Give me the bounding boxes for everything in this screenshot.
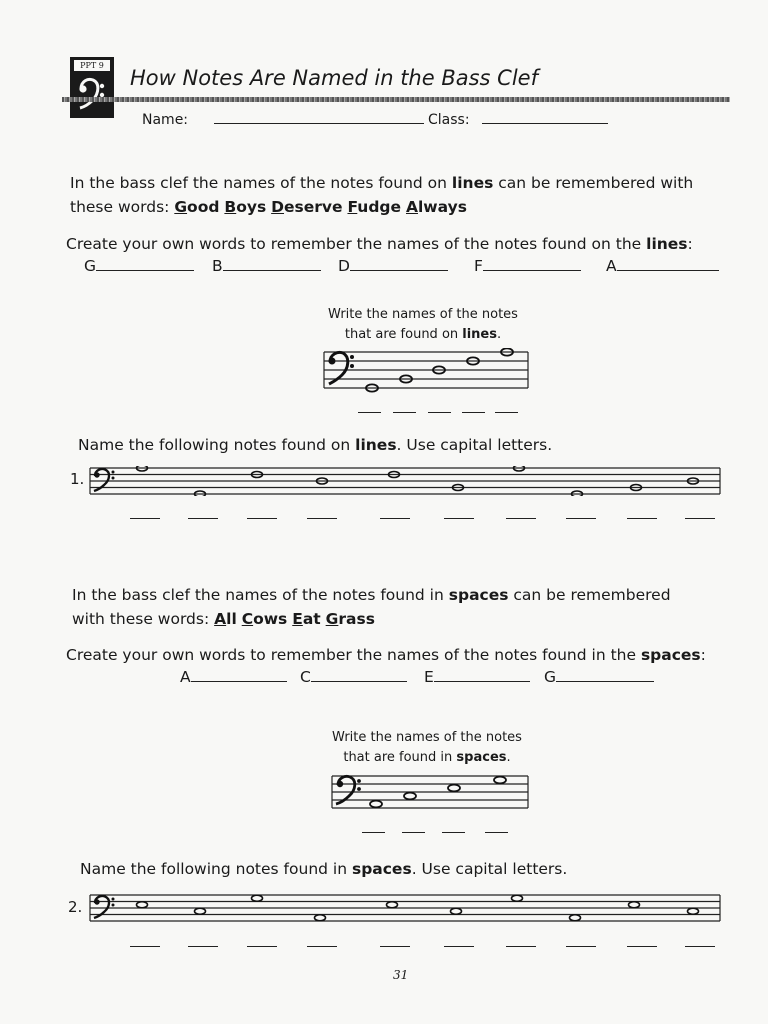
answer-blank[interactable] [362, 832, 385, 833]
mnemonic-word: Eat [292, 610, 321, 628]
answer-blank[interactable] [566, 518, 596, 519]
answer-blank[interactable] [358, 412, 381, 413]
answer-blank[interactable] [188, 518, 218, 519]
spaces-intro: In the bass clef the names of the notes found in spaces can be remembered with these words: All Cows Eat Grass [72, 586, 671, 628]
answer-blank[interactable] [506, 518, 536, 519]
answer-blank[interactable] [428, 412, 451, 413]
header-rule [62, 97, 730, 102]
spaces-exercise-answers [0, 946, 768, 948]
mnemonic-word: Boys [224, 198, 267, 216]
class-input-line[interactable] [482, 123, 608, 124]
answer-blank[interactable] [685, 518, 715, 519]
answer-blank[interactable] [188, 946, 218, 947]
answer-blank[interactable] [307, 518, 337, 519]
whole-note [404, 793, 416, 800]
answer-blank[interactable] [485, 832, 508, 833]
whole-note [451, 908, 462, 914]
answer-blank[interactable] [247, 518, 277, 519]
answer-blank[interactable] [402, 832, 425, 833]
answer-blank[interactable] [380, 946, 410, 947]
name-field[interactable] [142, 112, 424, 128]
whole-note [494, 777, 506, 784]
lines-mnemonic-blanks [0, 257, 768, 281]
answer-blank[interactable] [627, 946, 657, 947]
spaces-example-answers [0, 832, 768, 834]
answer-blank[interactable] [495, 412, 518, 413]
whole-note [512, 895, 523, 901]
exercise-number-1: 1. [70, 470, 85, 488]
answer-blank[interactable] [627, 518, 657, 519]
mnemonic-word: Always [405, 198, 467, 216]
spaces-create-instruction: Create your own words to remember the names of the notes found in the spaces: [66, 646, 706, 664]
lines-mnemonic [174, 198, 467, 216]
lines-example-staff [322, 348, 530, 394]
mnemonic-word: Deserve [271, 198, 343, 216]
whole-note [370, 801, 382, 808]
blank-c[interactable]: C [300, 668, 407, 686]
answer-blank[interactable] [130, 946, 160, 947]
lines-create-instruction: Create your own words to remember the names of the notes found on the lines: [66, 235, 693, 253]
spaces-example-staff [330, 773, 530, 813]
blank-g[interactable]: G [544, 668, 654, 686]
answer-blank[interactable] [462, 412, 485, 413]
answer-blank[interactable] [307, 946, 337, 947]
answer-blank[interactable] [444, 518, 474, 519]
blank-g[interactable]: G [84, 257, 194, 275]
page-number: 31 [393, 968, 409, 982]
whole-note [387, 902, 398, 908]
whole-note [688, 908, 699, 914]
lines-example-answers [0, 412, 768, 414]
blank-f[interactable]: F [474, 257, 581, 275]
whole-note [252, 895, 263, 901]
lines-intro: In the bass clef the names of the notes found on lines can be remembered with these words: Good Boys Deserve Fudge Always [70, 174, 694, 216]
page-title: How Notes Are Named in the Bass Clef [130, 66, 538, 90]
ppt-badge [70, 57, 114, 118]
whole-note [315, 915, 326, 921]
spaces-exercise-staff [88, 893, 722, 923]
lines-exercise-staff [88, 466, 722, 496]
whole-note [195, 908, 206, 914]
mnemonic-word: All [214, 610, 237, 628]
spaces-caption: Write the names of the notes that are found in spaces. [332, 730, 522, 765]
whole-note [629, 902, 640, 908]
answer-blank[interactable] [444, 946, 474, 947]
blank-b[interactable]: B [212, 257, 321, 275]
blank-a[interactable]: A [606, 257, 719, 275]
lines-exercise-answers [0, 518, 768, 520]
name-input-line[interactable] [214, 123, 424, 124]
answer-blank[interactable] [566, 946, 596, 947]
spaces-mnemonic [214, 610, 375, 628]
mnemonic-word: Cows [241, 610, 288, 628]
mnemonic-word: Grass [325, 610, 375, 628]
whole-note [137, 902, 148, 908]
answer-blank[interactable] [685, 946, 715, 947]
blank-d[interactable]: D [338, 257, 448, 275]
answer-blank[interactable] [393, 412, 416, 413]
whole-note [570, 915, 581, 921]
lines-exercise-instruction: Name the following notes found on lines. Use capital letters. [78, 436, 553, 454]
answer-blank[interactable] [247, 946, 277, 947]
whole-note [448, 785, 460, 792]
mnemonic-word: Fudge [347, 198, 402, 216]
class-label: Class: [428, 112, 470, 128]
exercise-number-2: 2. [68, 898, 83, 916]
answer-blank[interactable] [130, 518, 160, 519]
blank-e[interactable]: E [424, 668, 530, 686]
blank-a[interactable]: A [180, 668, 287, 686]
spaces-mnemonic-blanks [0, 668, 768, 692]
answer-blank[interactable] [380, 518, 410, 519]
bass-clef-icon [76, 75, 108, 113]
lines-caption: Write the names of the notes that are found on lines. [328, 307, 518, 342]
spaces-exercise-instruction: Name the following notes found in spaces. Use capital letters. [80, 860, 568, 878]
answer-blank[interactable] [442, 832, 465, 833]
ppt-code: PPT 9 [74, 60, 110, 71]
class-field[interactable] [428, 112, 608, 128]
answer-blank[interactable] [506, 946, 536, 947]
mnemonic-word: Good [174, 198, 220, 216]
name-label: Name: [142, 112, 189, 128]
